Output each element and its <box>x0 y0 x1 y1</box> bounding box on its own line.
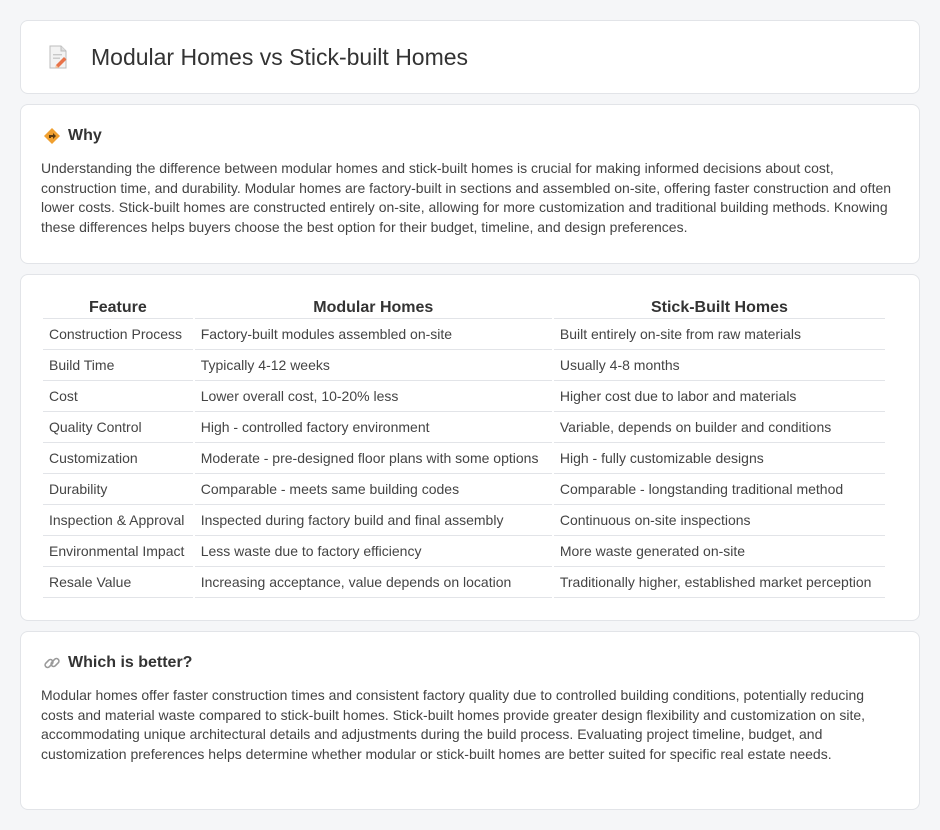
header-card <box>20 20 920 94</box>
stick-built-cell: Higher cost due to labor and materials <box>554 381 885 412</box>
why-heading <box>21 105 919 145</box>
feature-cell: Environmental Impact <box>43 536 193 567</box>
table-header-row <box>43 295 885 319</box>
feature-cell: Durability <box>43 474 193 505</box>
table-row <box>43 567 885 598</box>
modular-cell: Lower overall cost, 10-20% less <box>195 381 552 412</box>
stick-built-cell: More waste generated on-site <box>554 536 885 567</box>
stick-built-cell: Traditionally higher, established market perception <box>554 567 885 598</box>
which-is-better-section <box>20 631 920 810</box>
table-row <box>43 505 885 536</box>
link-icon <box>43 654 61 672</box>
page-title: Modular Homes vs Stick-built Homes <box>91 43 469 70</box>
why-heading-text: Why <box>68 127 102 144</box>
feature-cell: Cost <box>43 381 193 412</box>
comparison-table <box>41 295 887 598</box>
modular-cell: High - controlled factory environment <box>195 412 552 443</box>
table-row <box>43 319 885 350</box>
comparison-table-card <box>20 274 920 621</box>
table-row <box>43 536 885 567</box>
diamond-sign-icon <box>43 127 61 145</box>
table-row <box>43 350 885 381</box>
stick-built-cell: Continuous on-site inspections <box>554 505 885 536</box>
table-header-feature: Feature <box>43 295 193 319</box>
modular-cell: Increasing acceptance, value depends on location <box>195 567 552 598</box>
feature-cell: Inspection & Approval <box>43 505 193 536</box>
stick-built-cell: High - fully customizable designs <box>554 443 885 474</box>
why-section <box>20 104 920 264</box>
table-row <box>43 474 885 505</box>
document-pencil-icon <box>47 45 69 69</box>
modular-cell: Comparable - meets same building codes <box>195 474 552 505</box>
modular-cell: Typically 4-12 weeks <box>195 350 552 381</box>
why-text: Understanding the difference between modular homes and stick-built homes is crucial for making informed decisions about cost, construction time, and durability. Modular homes are factory-built in sections and assembled on-site, offering faster construction and often lower costs. Stick-built homes are constructed entirely on-site, allowing for more customization and traditional building methods. Knowing these differences helps buyers choose the best option for their budget, timeline, and design preferences. <box>41 160 892 235</box>
feature-cell: Quality Control <box>43 412 193 443</box>
feature-cell: Customization <box>43 443 193 474</box>
table-row <box>43 381 885 412</box>
better-heading <box>21 632 919 672</box>
better-text: Modular homes offer faster construction times and consistent factory quality due to controlled building conditions, potentially reducing costs and material waste compared to stick-built homes. Stick-built homes provide greater design flexibility and customization on site, accommodating unique architectural details and adjustments during the build process. Evaluating project timeline, budget, and customization preferences helps determine whether modular or stick-built homes are better suited for specific real estate needs. <box>41 687 866 762</box>
table-row <box>43 443 885 474</box>
modular-cell: Inspected during factory build and final assembly <box>195 505 552 536</box>
modular-cell: Less waste due to factory efficiency <box>195 536 552 567</box>
stick-built-cell: Variable, depends on builder and conditions <box>554 412 885 443</box>
better-heading-text: Which is better? <box>68 654 193 671</box>
feature-cell: Build Time <box>43 350 193 381</box>
feature-cell: Construction Process <box>43 319 193 350</box>
stick-built-cell: Usually 4-8 months <box>554 350 885 381</box>
modular-cell: Moderate - pre-designed floor plans with some options <box>195 443 552 474</box>
modular-cell: Factory-built modules assembled on-site <box>195 319 552 350</box>
table-row <box>43 412 885 443</box>
table-header-stick-built: Stick-Built Homes <box>554 295 885 319</box>
stick-built-cell: Built entirely on-site from raw materials <box>554 319 885 350</box>
feature-cell: Resale Value <box>43 567 193 598</box>
stick-built-cell: Comparable - longstanding traditional method <box>554 474 885 505</box>
table-header-modular: Modular Homes <box>195 295 552 319</box>
